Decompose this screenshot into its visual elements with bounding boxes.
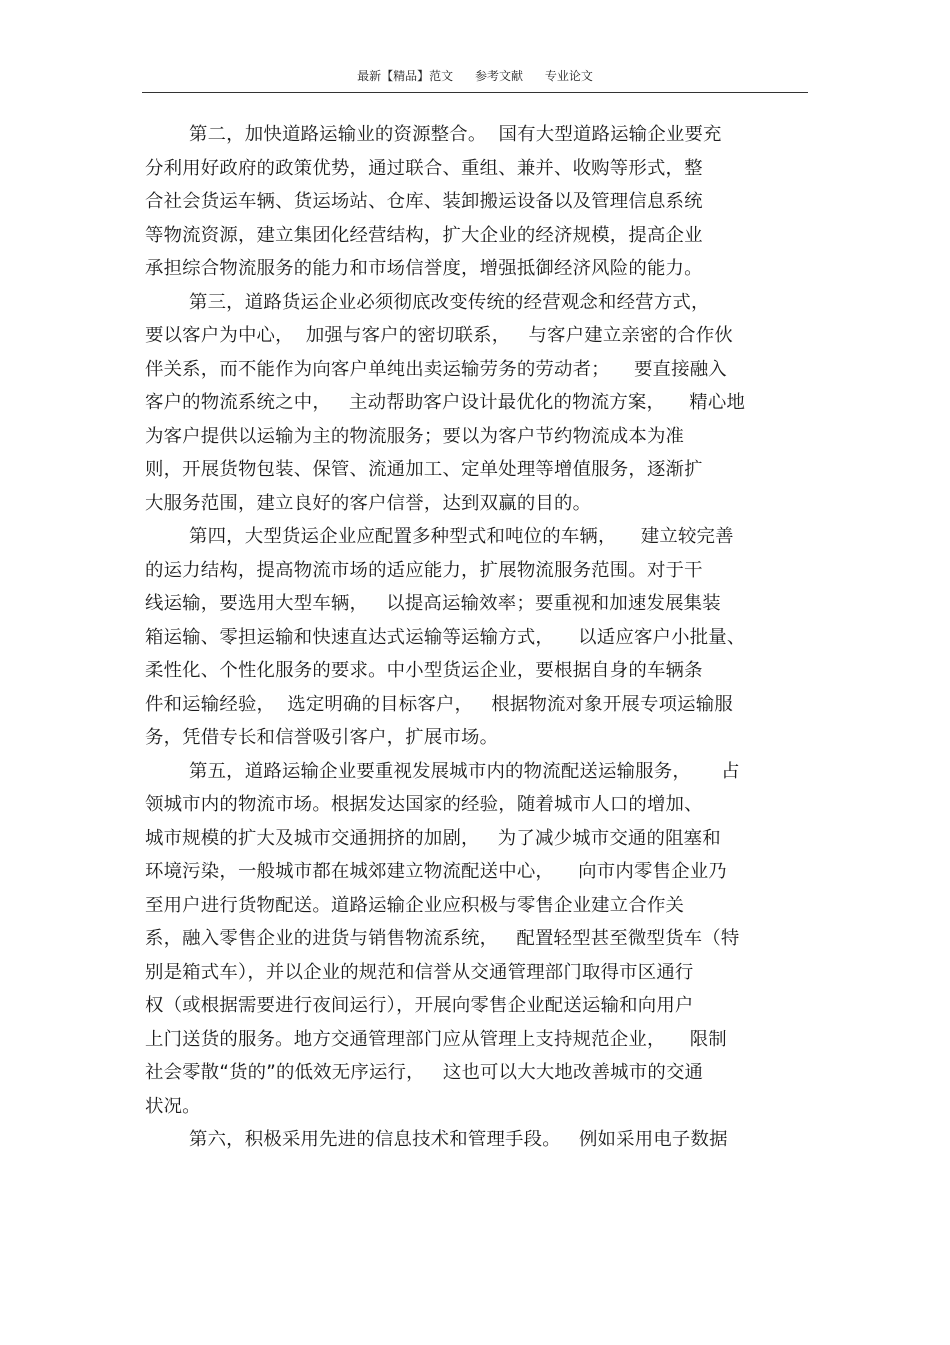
paragraph [145, 118, 810, 286]
text-line: 系，融入零售企业的进货与销售物流系统， 配置轻型甚至微型货车（特 [145, 928, 740, 949]
header-item-professional-papers: 专业论文 [544, 69, 593, 83]
header-item-references: 参考文献 [474, 69, 523, 83]
text-line: 权（或根据需要进行夜间运行），开展向零售企业配送运输和向用户 [145, 995, 694, 1016]
text-line: 第五，道路运输企业要重视发展城市内的物流配送运输服务， 占 [189, 760, 740, 782]
text-line: 领城市内的物流市场。根据发达国家的经验，随着城市人口的增加、 [145, 794, 703, 815]
text-line: 务，凭借专长和信誉吸引客户，扩展市场。 [145, 727, 499, 748]
text-line: 城市规模的扩大及城市交通拥挤的加剧， 为了减少城市交通的阻塞和 [145, 827, 721, 849]
text-line: 客户的物流系统之中， 主动帮助客户设计最优化的物流方案， 精心地 [145, 392, 746, 413]
header-item-latest-essays: 最新【精品】范文 [357, 69, 454, 83]
text-line: 社会零散“货的”的低效无序运行， 这也可以大大地改善城市的交通 [145, 1062, 704, 1083]
text-line: 别是箱式车），并以企业的规范和信誉从交通管理部门取得市区通行 [145, 961, 694, 983]
text-line: 柔性化、个性化服务的要求。中小型货运企业，要根据自身的车辆条 [145, 660, 703, 681]
text-line: 合社会货运车辆、货运场站、仓库、装卸搬运设备以及管理信息系统 [145, 191, 703, 212]
paragraph [145, 1123, 810, 1157]
text-line: 上门送货的服务。地方交通管理部门应从管理上支持规范企业， 限制 [145, 1028, 727, 1050]
text-line: 的运力结构，提高物流市场的适应能力，扩展物流服务范围。对于干 [145, 559, 703, 581]
text-line: 环境污染，一般城市都在城郊建立物流配送中心， 向市内零售企业乃 [145, 861, 727, 882]
text-line: 分利用好政府的政策优势，通过联合、重组、兼并、收购等形式，整 [145, 157, 703, 179]
paragraph [145, 286, 810, 521]
text-line: 伴关系，而不能作为向客户单纯出卖运输劳务的劳动者； 要直接融入 [145, 358, 727, 380]
text-line: 第六，积极采用先进的信息技术和管理手段。 例如采用电子数据 [189, 1129, 728, 1150]
text-line: 承担综合物流服务的能力和市场信誉度，增强抵御经济风险的能力。 [145, 258, 703, 279]
text-line: 等物流资源，建立集团化经营结构，扩大企业的经济规模，提高企业 [145, 224, 703, 246]
text-line: 为客户提供以运输为主的物流服务；要以为客户节约物流成本为准 [145, 425, 685, 447]
text-line: 第三，道路货运企业必须彻底改变传统的经营观念和经营方式， [189, 291, 710, 313]
text-line: 线运输，要选用大型车辆， 以提高运输效率；要重视和加速发展集装 [145, 593, 721, 614]
document-body [145, 118, 810, 1157]
text-line: 第二，加快道路运输业的资源整合。 国有大型道路运输企业要充 [189, 124, 722, 145]
text-line: 箱运输、零担运输和快速直达式运输等运输方式， 以适应客户小批量、 [145, 626, 746, 648]
text-line: 则，开展货物包装、保管、流通加工、定单处理等增值服务，逐渐扩 [145, 459, 703, 480]
paragraph [145, 755, 810, 1124]
text-line: 状况。 [145, 1095, 201, 1117]
paragraph [145, 520, 810, 755]
text-line: 至用户进行货物配送。道路运输企业应积极与零售企业建立合作关 [145, 894, 685, 916]
page-header [142, 66, 808, 93]
text-line: 要以客户为中心， 加强与客户的密切联系， 与客户建立亲密的合作伙 [145, 325, 733, 346]
text-line: 大服务范围，建立良好的客户信誉，达到双赢的目的。 [145, 492, 592, 514]
text-line: 第四，大型货运企业应配置多种型式和吨位的车辆， 建立较完善 [189, 526, 734, 547]
text-line: 件和运输经验， 选定明确的目标客户， 根据物流对象开展专项运输服 [145, 693, 733, 715]
